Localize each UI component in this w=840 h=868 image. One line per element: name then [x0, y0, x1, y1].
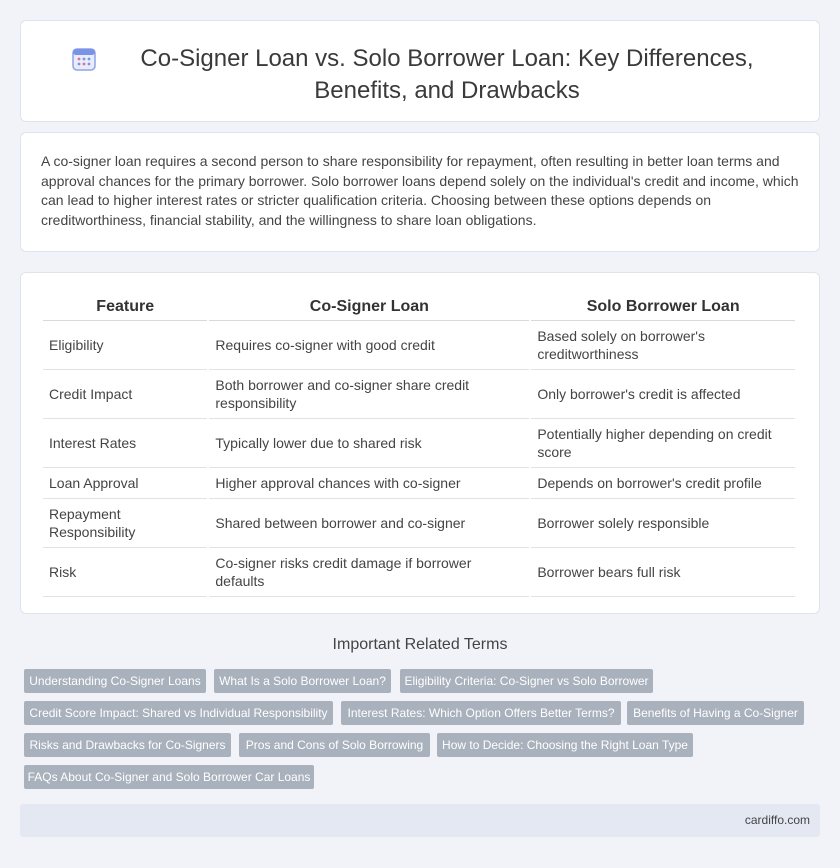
table-cell: Loan Approval	[43, 468, 207, 499]
table-header-solo: Solo Borrower Loan	[531, 297, 795, 321]
table-cell: Higher approval chances with co-signer	[209, 468, 529, 499]
header-card	[20, 20, 820, 122]
footer	[20, 804, 820, 837]
intro-text: A co-signer loan requires a second person to share responsibility for repayment, often resulting in better loan terms and approval chances for the primary borrower. Solo borrower loans depend solely on the individual's credit and income, which can lead to higher interest rates or stricter qualification criteria. Choosing between these options depends on creditworthiness, financial stability, and the willingness to share loan obligations.	[41, 153, 799, 228]
table-cell: Eligibility	[43, 321, 207, 370]
table-cell: Co-signer risks credit damage if borrower defaults	[209, 548, 529, 597]
table-cell: Repayment Responsibility	[43, 499, 207, 548]
related-tag[interactable]: Risks and Drawbacks for Co-Signers	[24, 733, 231, 757]
table-cell: Interest Rates	[43, 419, 207, 468]
related-tag[interactable]: Understanding Co-Signer Loans	[24, 669, 206, 693]
related-tag[interactable]: Pros and Cons of Solo Borrowing	[239, 733, 430, 757]
table-header-feature: Feature	[43, 297, 207, 321]
table-cell: Borrower solely responsible	[531, 499, 795, 548]
table-cell: Based solely on borrower's creditworthiness	[531, 321, 795, 370]
related-tag[interactable]: Interest Rates: Which Option Offers Better Terms?	[341, 701, 621, 725]
table-cell: Both borrower and co-signer share credit responsibility	[209, 370, 529, 419]
related-tag[interactable]: What Is a Solo Borrower Loan?	[214, 669, 391, 693]
page-title: Co-Signer Loan vs. Solo Borrower Loan: Key Differences, Benefits, and Drawbacks	[140, 45, 754, 104]
related-tag[interactable]: Benefits of Having a Co-Signer	[627, 701, 804, 725]
table-cell: Depends on borrower's credit profile	[531, 468, 795, 499]
table-cell: Typically lower due to shared risk	[209, 419, 529, 468]
table-row	[43, 499, 795, 548]
related-terms-title: Important Related Terms	[332, 636, 508, 653]
table-cell: Risk	[43, 548, 207, 597]
comparison-table	[41, 297, 797, 597]
table-header-row	[43, 297, 795, 321]
related-tag[interactable]: FAQs About Co-Signer and Solo Borrower Car Loans	[24, 765, 314, 789]
table-row	[43, 419, 795, 468]
related-tag[interactable]: How to Decide: Choosing the Right Loan Type	[437, 733, 693, 757]
table-cell: Borrower bears full risk	[531, 548, 795, 597]
intro-card	[20, 132, 820, 252]
table-cell: Potentially higher depending on credit score	[531, 419, 795, 468]
related-tag[interactable]: Eligibility Criteria: Co-Signer vs Solo Borrower	[400, 669, 653, 693]
table-cell: Only borrower's credit is affected	[531, 370, 795, 419]
table-row	[43, 548, 795, 597]
table-row	[43, 468, 795, 499]
related-tag[interactable]: Credit Score Impact: Shared vs Individual Responsibility	[24, 701, 333, 725]
table-header-cosigner: Co-Signer Loan	[209, 297, 529, 321]
table-row	[43, 321, 795, 370]
table-cell: Shared between borrower and co-signer	[209, 499, 529, 548]
table-row	[43, 370, 795, 419]
table-cell: Requires co-signer with good credit	[209, 321, 529, 370]
table-cell: Credit Impact	[43, 370, 207, 419]
footer-site-link[interactable]: cardiffo.com	[744, 813, 810, 827]
comparison-table-card	[20, 272, 820, 614]
